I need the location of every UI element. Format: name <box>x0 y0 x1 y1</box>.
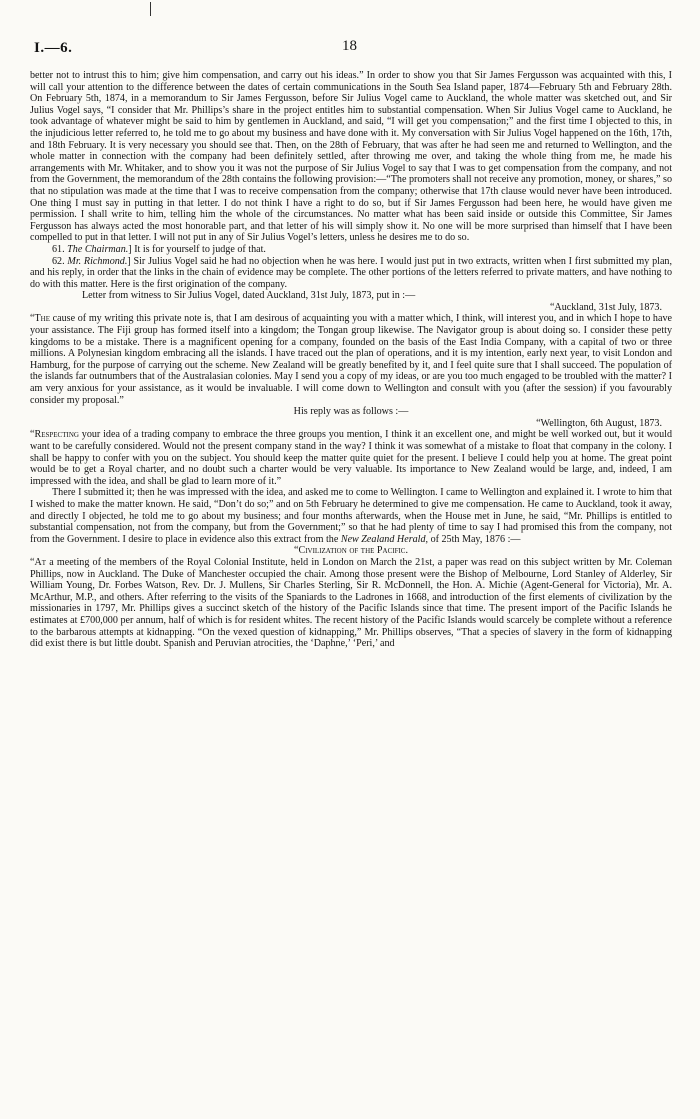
section-heading: “Civilization of the Pacific. <box>293 545 409 557</box>
reply-lead-word: “Respecting <box>30 429 79 441</box>
reply-dateline: “Wellington, 6th August, 1873. <box>536 417 662 429</box>
letter-intro: Letter from witness to Sir Julius Vogel, dated Auckland, 31st July, 1873, put in :— <box>82 290 416 302</box>
question-62: 62. Mr. Richmond.] Sir Julius Vogel said he had no objection when he was here. I would just put in two extracts, written when I first submitted my plan, and his reply, in order that the links in the chain of evidence may be complete. The other portions of the letters referred to private matters, and have nothing to do with this matter. Here is the first origination of the company. <box>30 255 672 290</box>
submitted-text: There I submitted it; then he was impressed with the idea, and asked me to come to Wellington. I came to Wellington and explained it. I wrote to him that I wished to make the matter known. He said, “Don’t do so;” and on 5th February he determined to give me compensation. He came to Auckland, took it away, and directly I objected, he told me to go about my business; and four months afterwards, when the House met in June, he said, “Mr. Phillips is entitled to substantial compensation, not from the company, but from the Government;” so that he had plenty of time to say I had promised this from the company, not from the Government. I desire to place in evidence also this extract from the <box>30 487 672 545</box>
question-61: 61. The Chairman.] It is for yourself to judge of that. <box>52 243 266 255</box>
reply-intro: His reply was as follows :— <box>293 406 409 418</box>
letter-dateline: “Auckland, 31st July, 1873. <box>549 301 662 313</box>
page-number: 18 <box>342 38 357 54</box>
reply-body <box>30 429 672 487</box>
paragraph-evidence: better not to intrust this to him; give him compensation, and carry out his ideas.” In order to show you that Sir James Fergusson was acquainted with this, I will call your attention to the difference between the dates of certain communications in the South Sea Island paper, 1874—February 5th and February 28th. On February 5th, 1874, in a memorandum to Sir James Fergusson, before Sir Julius Vogel came to Auckland, the whole matter was sketched out, and Sir Julius Vogel says, “I consider that Mr. Phillips’s share in the project entitles him to substantial compensation. When Sir Julius Vogel came to Auckland, he took advantage of whatever might be said to him by gentlemen in Auckland, and said, “I will get you compensation;” and the first time I objected to this, in the injudicious letter referred to, he told me to go about my business and have done with it. My conversation with Sir Julius Vogel happened on the 16th, 17th, and 18th February. It is very necessary you should see that. Then, on the 28th of February, that was after he had seen me and returned to Wellington, and the whole matter in connection with the company had been definitely settled, after throwing me over, and taking the whole thing from me, he made his arrangements with Mr. Whitaker, and to show you it was not the purpose of Sir Julius Vogel to say that I was to get compensation from the company, and not from the Government, the memorandum of the 28th contains the following provision:—“The promoters shall not receive any promotion, money, or shares,” so that no stipulation was made at the time that I was to receive compensation from the company; otherwise that 17th clause would never have been introduced. One thing I must say in putting in that letter. I do not think I have a right to do so, but if Sir James Fergusson had been here, he would have given me permission. I shall write to him, telling him the whole of the circumstances. No matter what has been said inside or outside this Committee, Sir James Fergusson has always acted the most honorable part, and that letter of his will simply show it. No one will be more surprised than himself that I have been compelled to put in that letter. I will not put in any of Sir Julius Vogel’s letters, unless he desires me to do so. <box>30 70 672 244</box>
letter-lead-word: “The <box>30 313 50 325</box>
document-reference: I.—6. <box>34 40 73 56</box>
question-number: 61. <box>52 243 65 255</box>
question-number: 62. <box>52 255 65 267</box>
speaker-name: Mr. Richmond. <box>67 255 128 267</box>
paragraph-submitted <box>30 487 672 545</box>
civilization-lead-word: “At <box>30 556 47 568</box>
reply-text: your idea of a trading company to embrace the three groups you mention, I think it an excellent one, and might be well worked out, but it would want to be carefully considered. Would not the present company stand in the way? I think it was somewhat of a mistake to float that company in the colony. I shall be happy to confer with you on the subject. You should keep the matter quite quiet for the present. I believe I could help you at home. The great point would be to get a Royal charter, and no doubt such a charter would be very valuable. Its importance to New Zealand would be large, and, indeed, I am impressed with the idea, and shall be glad to learn more of it.” <box>30 429 673 487</box>
page-header <box>30 0 672 70</box>
speaker-name: The Chairman. <box>67 243 129 255</box>
civilization-text: a meeting of the members of the Royal Colonial Institute, held in London on March the 21st, a paper was read on this subject written by Mr. Coleman Phillips, now in Auckland. The Duke of Manchester occupied the chair. Among those present were the Bishop of Melbourne, Lord Stanley of Alderley, Sir William Young, Dr. Forbes Watson, Rev. Dr. J. Mullens, Sir Charles Sterling, Sir R. McDonnell, the Hon. A. Michie (Agent-General for Victoria), Mr. A. McArthur, M.P., and others. After referring to the visits of the Spaniards to the Ladrones in 1668, and introduction of the first elements of civilization by the missionaries in 1797, Mr. Phillips gives a succinct sketch of the history of the Pacific Islands since that time. The present import of the Pacific Islands he estimates at £700,000 per annum, half of which is for resident whites. The recent history of the Pacific Islands would scarcely be complete without a reference to the barbarous attempts at kidnapping. “On the vexed question of kidnapping,” Mr. Phillips observes, “That a species of slavery in the form of kidnapping did exist there is but little doubt. Spanish and Peruvian atrocities, the ‘Daphne,’ ‘Peri,’ and <box>30 556 672 650</box>
question-text: Sir Julius Vogel said he had no objection when he was here. I would just put in two extracts, written when I first submitted my plan, and his reply, in order that the links in the chain of evidence may be complete. The other portions of the letters referred to private matters, and have nothing to do with this matter. Here is the first origination of the company. <box>30 255 672 290</box>
civilization-body <box>30 557 672 650</box>
newspaper-date: of 25th May, 1876 :— <box>430 533 521 545</box>
question-text: It is for yourself to judge of that. <box>134 243 266 255</box>
letter-body <box>30 313 672 406</box>
newspaper-name: New Zealand Herald, <box>340 533 429 545</box>
body-text <box>30 70 672 650</box>
letter-text: cause of my writing this private note is, that I am desirous of acquainting you with a matter which, I think, will interest you, and in which I hope to have your assistance. The Fiji group has formed itself into a kingdom; the Tongan group likewise. The Navigator group is about doing so. I consider these petty kingdoms to be a mistake. There is a magnificent opening for a company, founded on the basis of the East India Company, with a capital of two or three millions. A Polynesian kingdom embracing all the islands. I have traced out the plan of operations, and it is my intention, early next year, to visit London and Hamburg, for the purpose of carrying out the scheme. New Zealand will be greatly benefited by it, and I feel quite sure that I shall succeed. The population of the islands far outnumbers that of the Australasian colonies. May I send you a copy of my ideas, or are you too much engaged to be troubled with the matter? I am very anxious for your assistance, as it would be invaluable. I will come down to Wellington and consult with you (after the session) if you favourably consider my proposal.” <box>30 313 672 406</box>
